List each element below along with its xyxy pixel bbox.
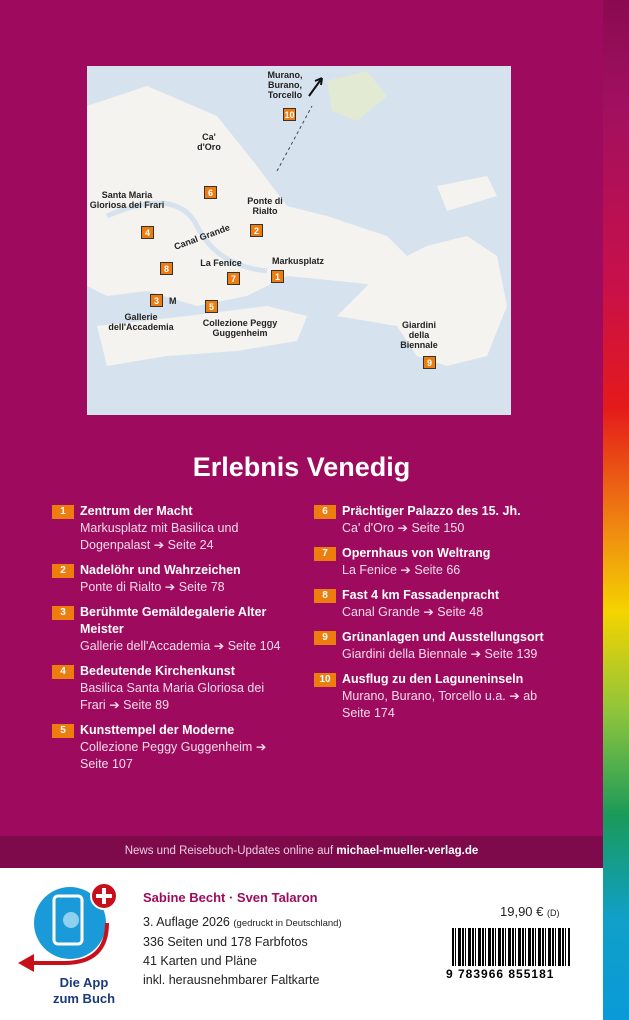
label-murano: Murano, Burano, Torcello [267, 70, 303, 100]
marker-3: 3 [150, 294, 163, 307]
item-number: 8 [314, 589, 336, 603]
label-fenice: La Fenice [200, 258, 242, 268]
page-title: Erlebnis Venedig [192, 452, 411, 482]
item-page-ref: Seite 48 [437, 605, 484, 619]
item-page-ref: Seite 89 [123, 698, 170, 712]
list-item [322, 587, 562, 621]
item-place: Canal Grande [342, 605, 420, 619]
price [500, 904, 560, 919]
arrow-icon: ➔ [164, 580, 176, 594]
highlights-list-left [60, 503, 285, 781]
label-guggenheim: Collezione Peggy Guggenheim [202, 318, 278, 338]
arrow-icon: ➔ [423, 605, 434, 619]
label-accademia: Gallerie dell'Accademia [108, 312, 174, 332]
printed-note: (gedruckt in Deutschland) [233, 918, 342, 929]
item-description [80, 579, 285, 596]
pages: 336 Seiten und 178 Farbfotos [143, 935, 308, 949]
arrow-icon: ➔ [400, 563, 411, 577]
item-heading: Ausflug zu den Laguneninseln [342, 672, 524, 686]
item-place: Ponte di Rialto [80, 580, 162, 594]
app-label-2: zum Buch [52, 991, 116, 1006]
list-item [60, 503, 285, 554]
marker-1: 1 [271, 270, 284, 283]
item-heading: Nadelöhr und Wahrzeichen [80, 563, 241, 577]
item-number: 6 [314, 505, 336, 519]
publisher-url[interactable]: michael-mueller-verlag.de [336, 845, 479, 857]
item-number: 7 [314, 547, 336, 561]
app-label [36, 975, 132, 1007]
arrow-icon: ➔ [213, 639, 225, 653]
list-item [60, 604, 285, 655]
price-value: 19,90 € [500, 904, 544, 919]
item-page-ref: Seite 104 [227, 639, 281, 653]
arrow-icon: ➔ [397, 521, 408, 535]
list-item [60, 663, 285, 714]
item-heading: Zentrum der Macht [80, 504, 193, 518]
item-description [342, 562, 562, 579]
item-heading: Bedeutende Kirchenkunst [80, 664, 235, 678]
marker-7: 7 [227, 272, 240, 285]
item-place: Giardini della Biennale [342, 647, 468, 661]
label-markusplatz: Markusplatz [271, 256, 324, 266]
extra: inkl. herausnehmbarer Faltkarte [143, 973, 320, 987]
item-heading: Fast 4 km Fassadenpracht [342, 588, 500, 602]
item-place: Gallerie dell'Accademia [80, 639, 211, 653]
item-description [80, 520, 285, 554]
item-number: 1 [52, 505, 74, 519]
item-page-ref: Seite 150 [411, 521, 465, 535]
item-page-ref: Seite 24 [167, 538, 214, 552]
item-heading: Grünanlagen und Ausstellungsort [342, 630, 544, 644]
list-item [60, 562, 285, 596]
maps-count: 41 Karten und Pläne [143, 954, 257, 968]
list-item [322, 545, 562, 579]
rainbow-strip [603, 0, 629, 1020]
item-number: 4 [52, 665, 74, 679]
label-cadoro: Ca' d'Oro [197, 132, 221, 152]
book-info [143, 913, 342, 990]
item-description [342, 604, 562, 621]
arrow-icon: ➔ [109, 698, 120, 712]
marker-8: 8 [160, 262, 173, 275]
barcode [452, 928, 570, 966]
item-description [80, 638, 285, 655]
label-frari: Santa Maria Gloriosa dei Frari [89, 190, 165, 210]
arrow-icon: ➔ [153, 538, 165, 552]
list-item [322, 503, 562, 537]
venice-map [87, 66, 511, 415]
list-item [319, 671, 562, 722]
news-bar [0, 836, 603, 868]
item-place: Markusplatz mit Basilica und Dogenpalast [80, 521, 239, 552]
marker-2: 2 [250, 224, 263, 237]
item-heading: Kunsttempel der Moderne [80, 723, 235, 737]
item-page-ref: ab Seite 174 [342, 689, 538, 720]
item-place: La Fenice [342, 563, 397, 577]
item-description [80, 739, 285, 773]
item-number: 3 [52, 606, 74, 620]
item-number: 5 [52, 724, 74, 738]
item-heading: Prächtiger Palazzo des 15. Jh. [342, 504, 521, 518]
item-place: Murano, Burano, Torcello u.a. [342, 689, 506, 703]
marker-10: 10 [284, 110, 295, 120]
edition: 3. Auflage 2026 [143, 915, 230, 929]
museum-icon: M [169, 296, 177, 306]
item-number: 10 [314, 673, 336, 687]
arrow-icon: ➔ [255, 740, 267, 754]
app-label-1: Die App [59, 975, 109, 990]
label-rialto: Ponte di Rialto [247, 196, 283, 216]
item-place: Collezione Peggy Guggenheim [80, 740, 253, 754]
marker-4: 4 [141, 226, 154, 239]
item-heading: Berühmte Gemäldegalerie Alter Meister [80, 605, 267, 636]
item-number: 2 [52, 564, 74, 578]
item-place: Basilica Santa Maria Gloriosa dei Frari [80, 681, 265, 712]
news-text: News und Reisebuch-Updates online auf [124, 845, 334, 857]
price-region: (D) [547, 908, 560, 918]
item-description [342, 520, 562, 537]
item-page-ref: Seite 107 [80, 757, 133, 771]
item-place: Ca' d'Oro [342, 521, 395, 535]
app-icon[interactable] [14, 878, 124, 978]
map-shapes [87, 66, 511, 415]
marker-6: 6 [204, 186, 217, 199]
arrow-icon: ➔ [470, 647, 482, 661]
item-description [342, 646, 562, 663]
item-description [342, 688, 562, 722]
isbn: 9 783966 855181 [446, 967, 555, 981]
marker-9: 9 [423, 356, 436, 369]
item-page-ref: Seite 78 [178, 580, 225, 594]
label-biennale: Giardini della Biennale [400, 320, 438, 350]
label-canal-grande: Canal Grande [172, 222, 232, 252]
item-description [80, 680, 285, 714]
list-item [322, 629, 562, 663]
arrow-icon: ➔ [509, 689, 520, 703]
authors: Sabine Becht · Sven Talaron [143, 890, 318, 905]
highlights-list-right [319, 503, 562, 730]
item-heading: Opernhaus von Weltrang [342, 546, 491, 560]
marker-5: 5 [205, 300, 218, 313]
list-item [60, 722, 285, 773]
item-page-ref: Seite 66 [414, 563, 461, 577]
item-number: 9 [314, 631, 336, 645]
item-page-ref: Seite 139 [484, 647, 538, 661]
